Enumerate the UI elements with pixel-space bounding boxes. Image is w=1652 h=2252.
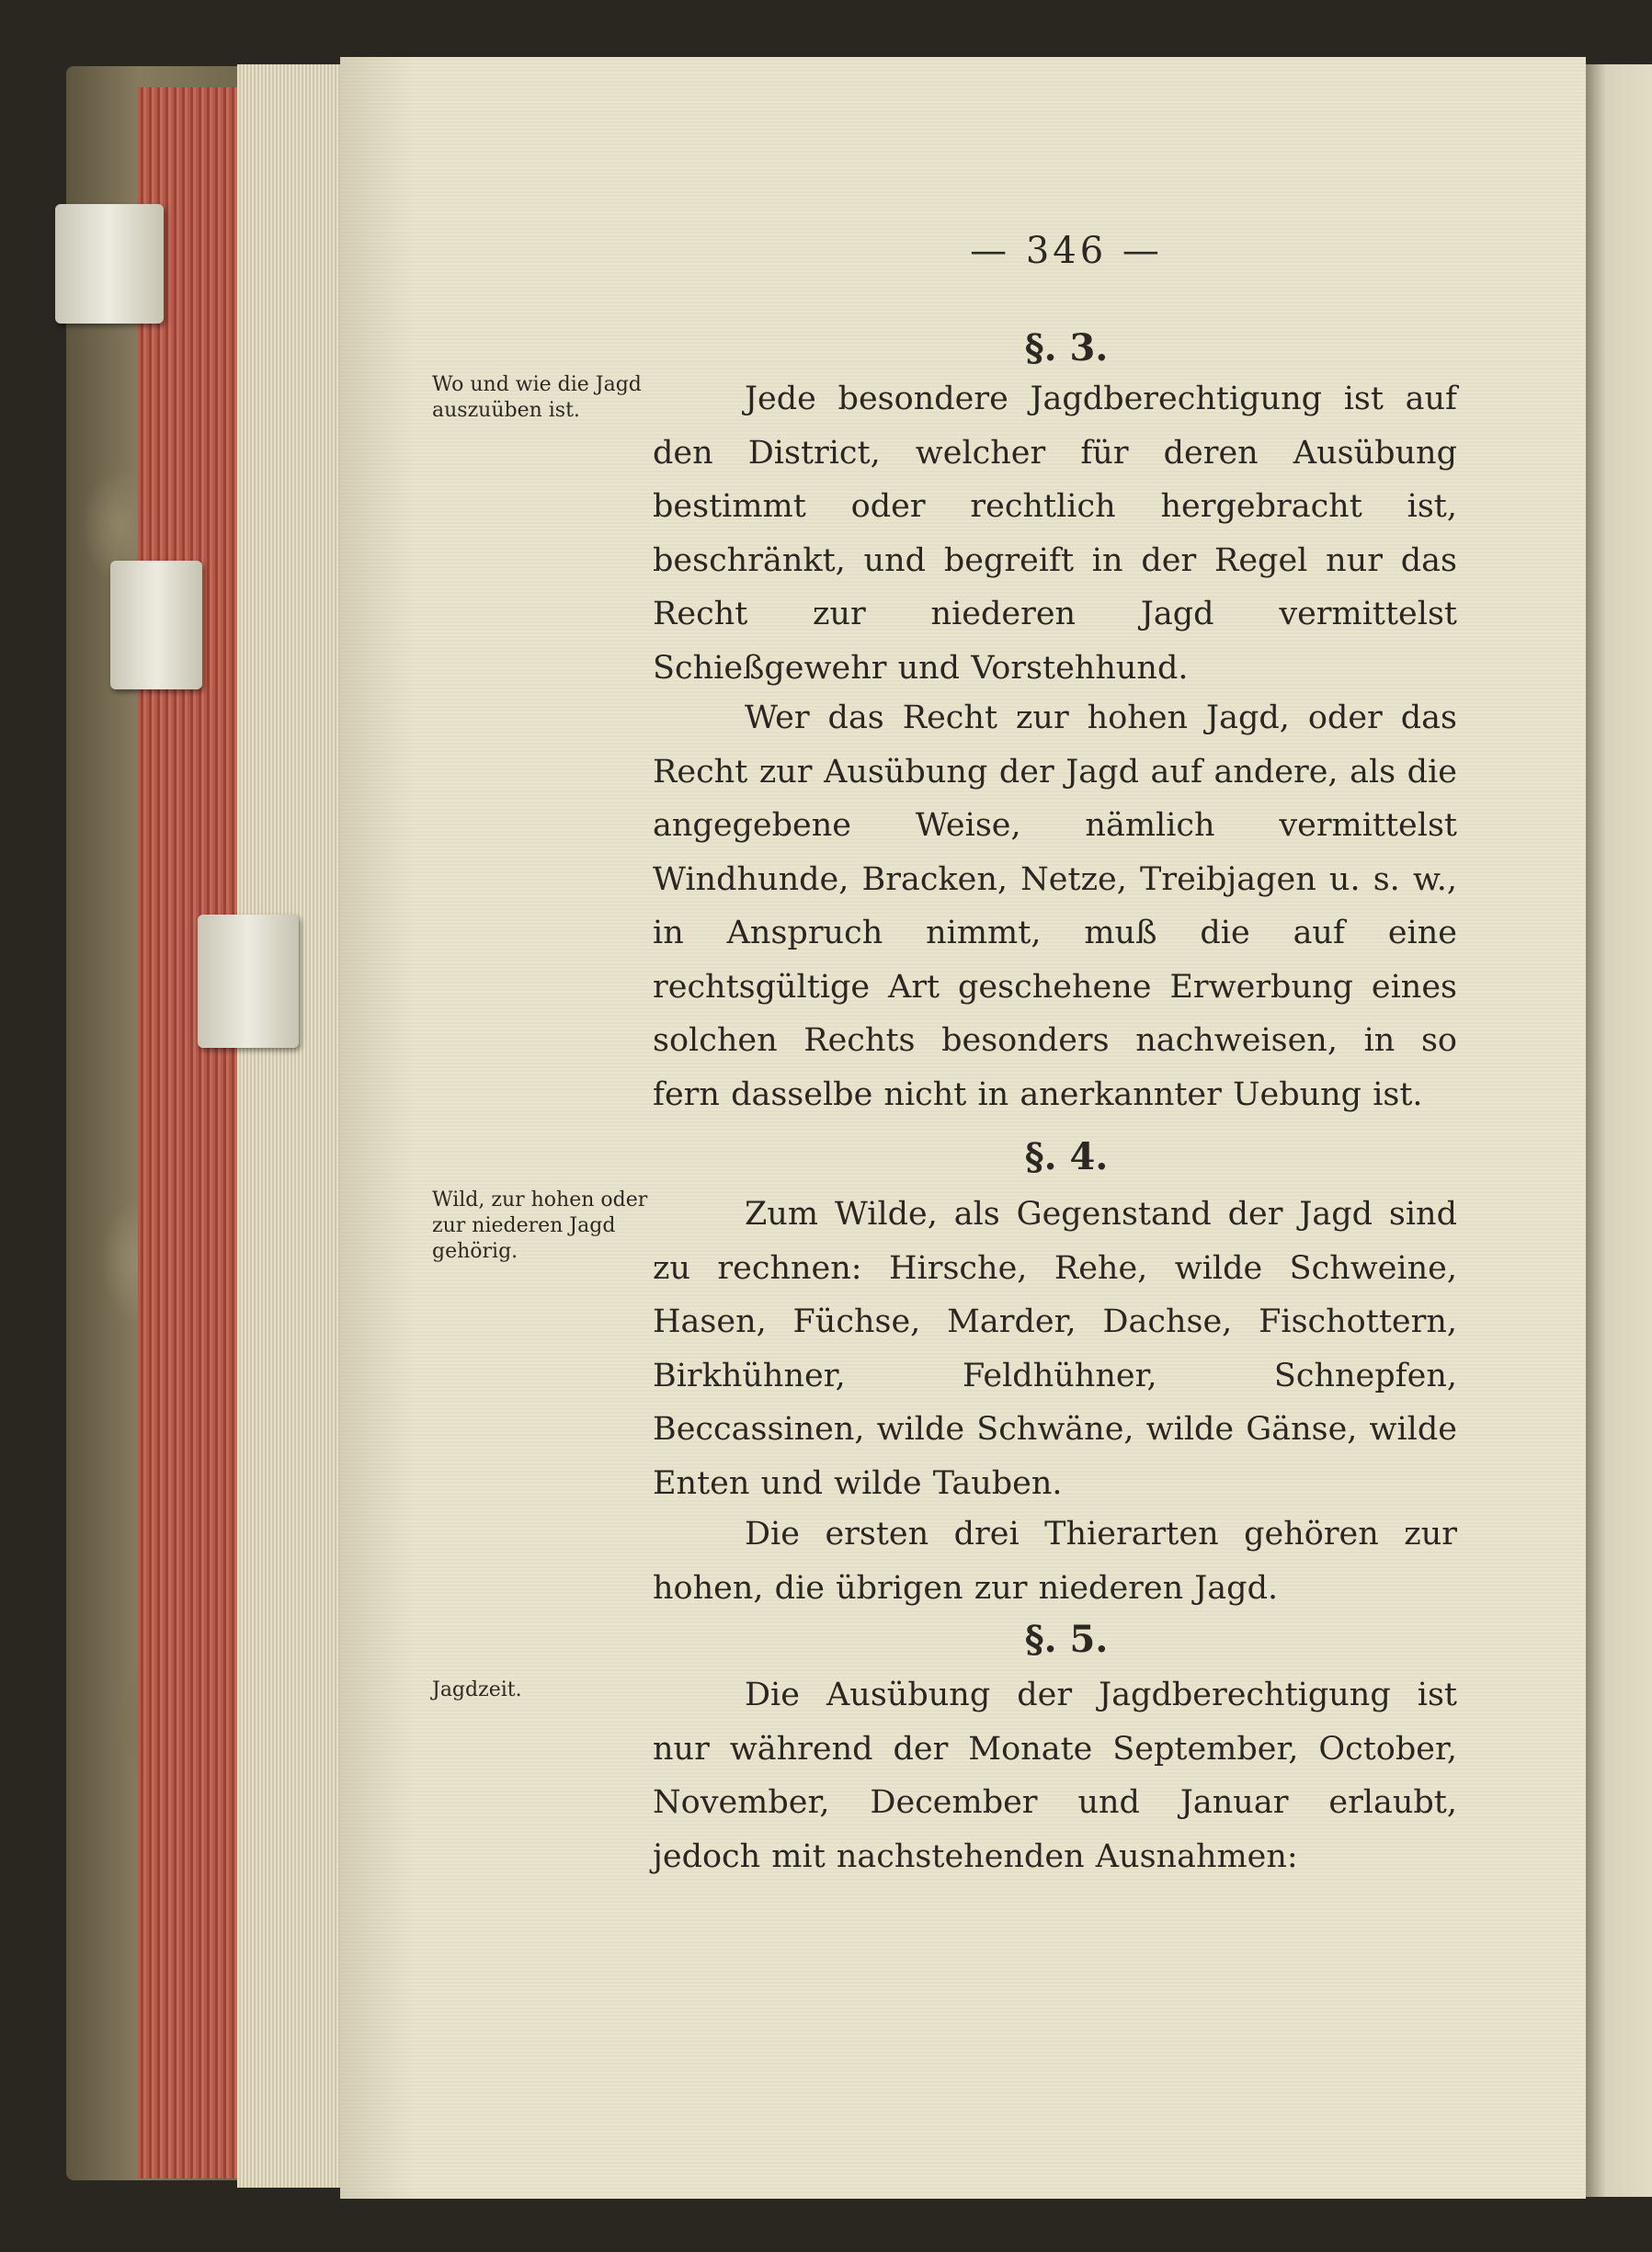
section-heading-3: §. 3. [1024,326,1109,370]
margin-note-4: Wild, zur hohen oder zur niederen Jagd gehörig. [432,1189,648,1263]
paragraph-5-1: Die Ausübung der Jagdberechtigung ist nur während der Monate September, October, November, December und Januar erlaubt, jedoch mit nachstehenden Ausnahmen: [653,1677,1457,1875]
paragraph-3-2: Wer das Recht zur hohen Jagd, oder das Recht zur Ausübung der Jagd auf andere, als die angegebene Weise, nämlich vermittelst Windhunde, Bracken, Netze, Treibjagen u. s. w., in Anspruch nimmt, muß die auf eine rechtsgültige Art geschehene Erwerbung eines solchen Rechts besonders nachweisen, in so fern dasselbe nicht in anerkannter Uebung ist. [653,699,1457,1113]
red-page-edge [138,87,248,2178]
page-tab-1[interactable] [55,204,164,324]
paragraph-3-1: Jede besondere Jagdberechtigung ist auf den District, welcher für deren Ausübung bestimmt oder rechtlich hergebracht ist, beschränkt, und begreift in der Regel nur das Recht zur niederen Jagd vermittelst Schießgewehr und Vorstehhund. [653,381,1457,687]
page-number: — 346 — [970,230,1163,272]
margin-note-5: Jagdzeit. [432,1678,522,1701]
margin-note-3: Wo und wie die Jagd auszuüben ist. [432,373,642,422]
section-heading-4: §. 4. [1024,1135,1109,1178]
section-heading-5: §. 5. [1024,1618,1109,1661]
page-tab-2[interactable] [110,561,202,689]
paragraph-4-2: Die ersten drei Thierarten gehören zur hohen, die übrigen zur niederen Jagd. [653,1516,1457,1607]
page-tab-3[interactable] [198,915,299,1048]
paragraph-4-1: Zum Wilde, als Gegenstand der Jagd sind zu rechnen: Hirsche, Rehe, wilde Schweine, Hasen, Füchse, Marder, Dachse, Fischottern, Birkhühner, Feldhühner, Schnepfen, Beccassinen, wilde Schwäne, wilde Gänse, wilde Enten und wilde Tauben. [653,1196,1457,1502]
page-stack-edge [237,64,347,2188]
facing-page-edge [1586,64,1652,2197]
